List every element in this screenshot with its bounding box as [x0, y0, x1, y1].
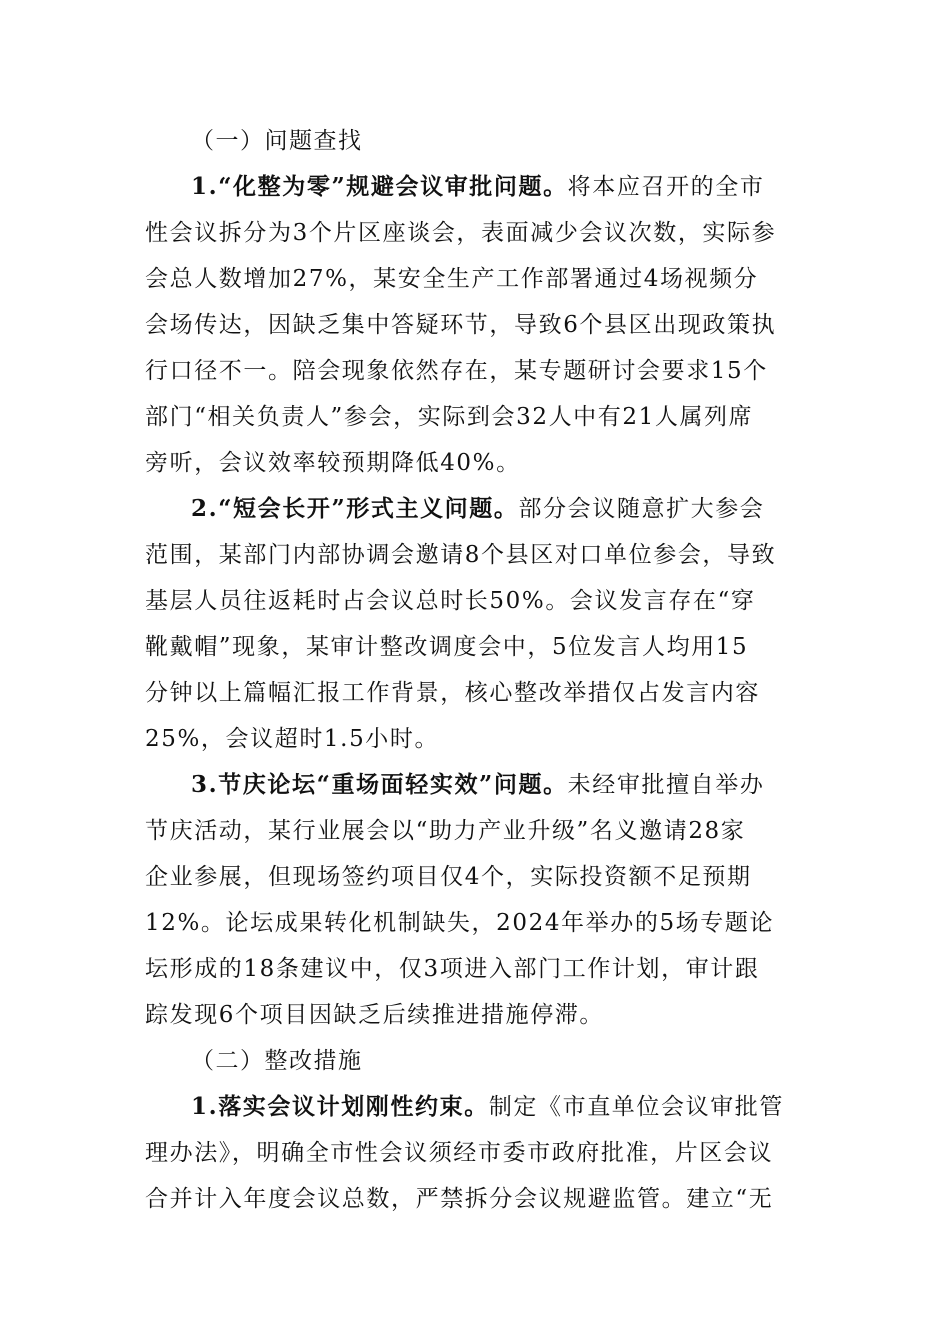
paragraph-line: 性会议拆分为3个片区座谈会，表面减少会议次数，实际参: [145, 220, 777, 246]
paragraph-line: 节庆活动，某行业展会以“助力产业升级”名义邀请28家: [145, 818, 746, 844]
paragraph-problem-3: [145, 762, 810, 1038]
section-heading-measures: （二）整改措施: [191, 1048, 363, 1074]
paragraph-problem-2: [145, 486, 810, 762]
paragraph-line: [145, 1084, 810, 1130]
paragraph-line: 25%，会议超时1.5小时。: [145, 726, 440, 752]
paragraph-line: 分钟以上篇幅汇报工作背景，核心整改举措仅占发言内容: [145, 680, 760, 706]
paragraph-line: 靴戴帽”现象，某审计整改调度会中，5位发言人均用15: [145, 634, 749, 660]
document-body: [145, 118, 810, 1222]
paragraph-lead: 3.节庆论坛“重场面轻实效”问题。: [191, 771, 568, 798]
paragraph-line: 理办法》，明确全市性会议须经市委市政府批准，片区会议: [145, 1140, 774, 1166]
paragraph-lead: 1.“化整为零”规避会议审批问题。: [191, 173, 568, 200]
paragraph-line: 部门“相关负责人”参会，实际到会32人中有21人属列席: [145, 404, 754, 430]
paragraph-line: 基层人员往返耗时占会议总时长50%。会议发言存在“穿: [145, 588, 756, 614]
paragraph-text: 未经审批擅自举办: [567, 772, 765, 798]
paragraph-line: 旁听，会议效率较预期降低40%。: [145, 450, 521, 476]
paragraph-line: 会场传达，因缺乏集中答疑环节，导致6个县区出现政策执: [145, 312, 777, 338]
paragraph-lead: 2.“短会长开”形式主义问题。: [191, 495, 519, 522]
paragraph-problem-1: [145, 164, 810, 486]
section-heading-problems: （一）问题查找: [191, 128, 363, 154]
paragraph-measure-1: [145, 1084, 810, 1222]
paragraph-line: 范围，某部门内部协调会邀请8个县区对口单位参会，导致: [145, 542, 777, 568]
paragraph-line: 12%。论坛成果转化机制缺失，2024年举办的5场专题论: [145, 910, 775, 936]
paragraph-line: 会总人数增加27%，某安全生产工作部署通过4场视频分: [145, 266, 759, 292]
paragraph-line: 坛形成的18条建议中，仅3项进入部门工作计划，审计跟: [145, 956, 760, 982]
paragraph-text: 部分会议随意扩大参会: [518, 496, 765, 522]
paragraph-line: [145, 164, 810, 210]
paragraph-lead: 1.落实会议计划刚性约束。: [191, 1093, 489, 1120]
paragraph-text: 制定《市直单位会议审批管: [488, 1094, 785, 1120]
paragraph-line: [145, 486, 810, 532]
paragraph-line: 踪发现6个项目因缺乏后续推进措施停滞。: [145, 1002, 605, 1028]
paragraph-line: 企业参展，但现场签约项目仅4个，实际投资额不足预期: [145, 864, 752, 890]
paragraph-line: 行口径不一。陪会现象依然存在，某专题研讨会要求15个: [145, 358, 768, 384]
paragraph-line: [145, 762, 810, 808]
paragraph-line: 合并计入年度会议总数，严禁拆分会议规避监管。建立“无: [145, 1186, 774, 1212]
paragraph-text: 将本应召开的全市: [567, 174, 765, 200]
